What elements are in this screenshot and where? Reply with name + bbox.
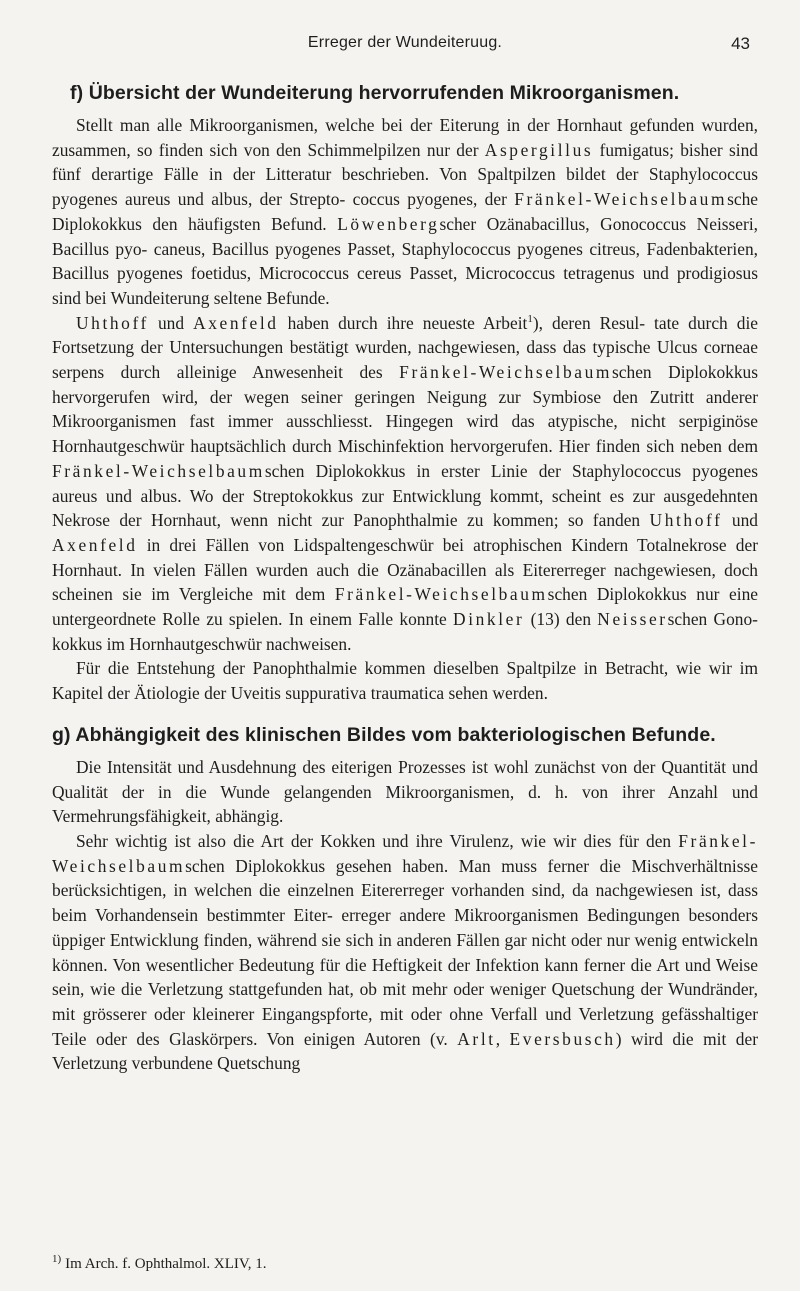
text-run: schen Diplokokkus hervorgerufen wird, der wegen seiner geringen Neigung zur Symbiose den Zutritt anderer Mikroorganismen fast immer ausschliesst. Hingegen wird das atypische, nicht serpiginöse Hornhautgeschwür hauptsächlich durch Mischinfektion hervorgerufen. Hier finden sich neben dem	[52, 362, 758, 457]
text-run: haben durch ihre neueste Arbeit	[278, 312, 528, 333]
text-run: schen Diplokokkus gesehen haben. Man muss ferner die Mischverhältnisse berücksichtigen, in welchen die einzelnen Eitererreger vorhanden sind, da nachgewiesen ist, dass beim Vorhandensein bestimmter Eiter- erreger andere Mikroorganismen Bedingungen besonders üppiger Entwicklung finden, während sie sich in anderen Fällen gar nicht oder nur wenig entwickeln können. Von wesentlicher Bedeutung für die Heftigkeit der Infektion kann ferner die Art und Weise sein, wie die Verletzung stattgefunden hat, ob mit mehr oder weniger Quetschung der Wundränder, mit grösserer oder kleinerer Eingangspforte, mit oder ohne Verfall und Verletzung gefässhaltiger Teile oder des Glaskörpers. Von einigen Autoren (v.	[52, 855, 758, 1049]
section-g-paragraph-2	[52, 829, 758, 1076]
spaced-name: Aspergillus	[484, 139, 594, 160]
section-f-heading: f) Übersicht der Wundeiterung hervorrufenden Mikroorganismen.	[70, 82, 680, 104]
text-run: fumigatus; bisher sind fünf derartige Fälle in der Litteratur beschrieben. Von Spaltpilzen bildet der Staphylococcus pyogenes aureus und albus, der Strepto- coccus pyogenes, der	[52, 139, 758, 210]
page-header	[52, 34, 758, 58]
section-g-heading: g) Abhängigkeit des klinischen Bildes vom bakteriologischen Befunde.	[52, 723, 716, 746]
text-run: ,	[495, 1028, 510, 1049]
spaced-name: Fränkel-Weichselbaum	[52, 460, 265, 481]
text-run: Stellt man alle Mikroorganismen, welche bei der Eiterung in der Hornhaut gefunden wurden, zusammen, so finden sich von den Schimmelpilzen nur der	[52, 115, 758, 160]
running-title: Erreger der Wundeiteruug.	[307, 34, 503, 51]
spaced-name: Axenfeld	[193, 312, 279, 333]
spaced-name: Fränkel-Weichselbaum	[334, 584, 548, 605]
section-f-paragraph-1	[52, 113, 758, 311]
spaced-name: Fränkel-Weichselbaum	[52, 830, 758, 876]
text-run: in drei Fällen von Lidspaltengeschwür bei atrophischen Kindern Totalnekrose der Hornhaut. In vielen Fällen wurden auch die Ozänabacillen als Eitererreger nachgewiesen, doch scheinen sie im Vergleiche mit dem	[52, 534, 758, 605]
footnote-mark: 1)	[52, 1253, 62, 1265]
spaced-name: Arlt	[457, 1028, 496, 1049]
spaced-name: Uhthoff	[649, 510, 723, 531]
text-run: und	[722, 510, 758, 531]
page-number: 43	[731, 34, 750, 53]
text-run: und	[148, 312, 194, 333]
section-g-paragraph-1: Die Intensität und Ausdehnung des eiterigen Prozesses ist wohl zunächst von der Quantität und Qualität der in die Wunde gelangenden Mikroorganismen, d. h. von ihrer Anzahl und Vermehrungsfähigkeit, abhängig.	[52, 756, 758, 827]
text-run: ), deren Resul- tate durch die Fortsetzung der Untersuchungen bestätigt wurden, nachgewiesen, dass das typische Ulcus corneae serpens durch alleinige Anwesenheit des	[52, 312, 759, 383]
footnote-reference: 1	[527, 312, 533, 325]
text-run: sche Diplokokkus den häufigsten Befund.	[52, 189, 758, 234]
text-run: ) wird die mit der Verletzung verbundene Quetschung	[52, 1028, 759, 1074]
spaced-name: Eversbusch	[509, 1028, 616, 1049]
text-run: schen Diplokokkus nur eine untergeordnete Rolle zu spielen. In einem Falle konnte	[52, 584, 758, 630]
section-f-paragraph-3: Für die Entstehung der Panophthalmie kommen dieselben Spaltpilze in Betracht, wie wir im Kapitel der Ätiologie der Uveitis suppurativa traumatica sehen werden.	[52, 658, 758, 704]
spaced-name: Neisser	[597, 609, 668, 630]
spaced-name: Fränkel-Weichselbaum	[399, 362, 613, 383]
text-run: schen Gono- kokkus im Hornhautgeschwür nachweisen.	[52, 609, 758, 654]
section-f-paragraph-2	[52, 311, 758, 657]
text-run: Sehr wichtig ist also die Art der Kokken und ihre Virulenz, wie wir dies für den	[76, 830, 679, 851]
footnote	[52, 1253, 267, 1273]
page-content	[52, 82, 758, 1076]
spaced-name: Dinkler	[453, 609, 525, 630]
spaced-name: Axenfeld	[52, 534, 138, 555]
text-run: schen Diplokokkus in erster Linie der Staphylococcus pyogenes aureus und albus. Wo der Streptokokkus zur Entwicklung kommt, scheint es zur ausgedehnten Nekrose der Hornhaut, wenn nicht zur Panophthalmie zu kommen; so fanden	[52, 460, 758, 531]
spaced-name: Löwenberg	[337, 213, 440, 234]
footnote-text: Im Arch. f. Ophthalmol. XLIV, 1.	[65, 1256, 267, 1272]
text-run: scher Ozänabacillus, Gonococcus Neisseri, Bacillus pyo- caneus, Bacillus pyogenes Passet, Staphylococcus pyogenes citreus, Fadenbakterien, Bacillus pyogenes foetidus, Micrococcus cereus Passet, Micrococcus tetragenus und prodigiosus sind bei Wundeiterung seltene Befunde.	[52, 213, 758, 308]
spaced-name: Fränkel-Weichselbaum	[514, 189, 728, 210]
text-run: (13) den	[524, 609, 598, 630]
spaced-name: Uhthoff	[76, 312, 149, 333]
